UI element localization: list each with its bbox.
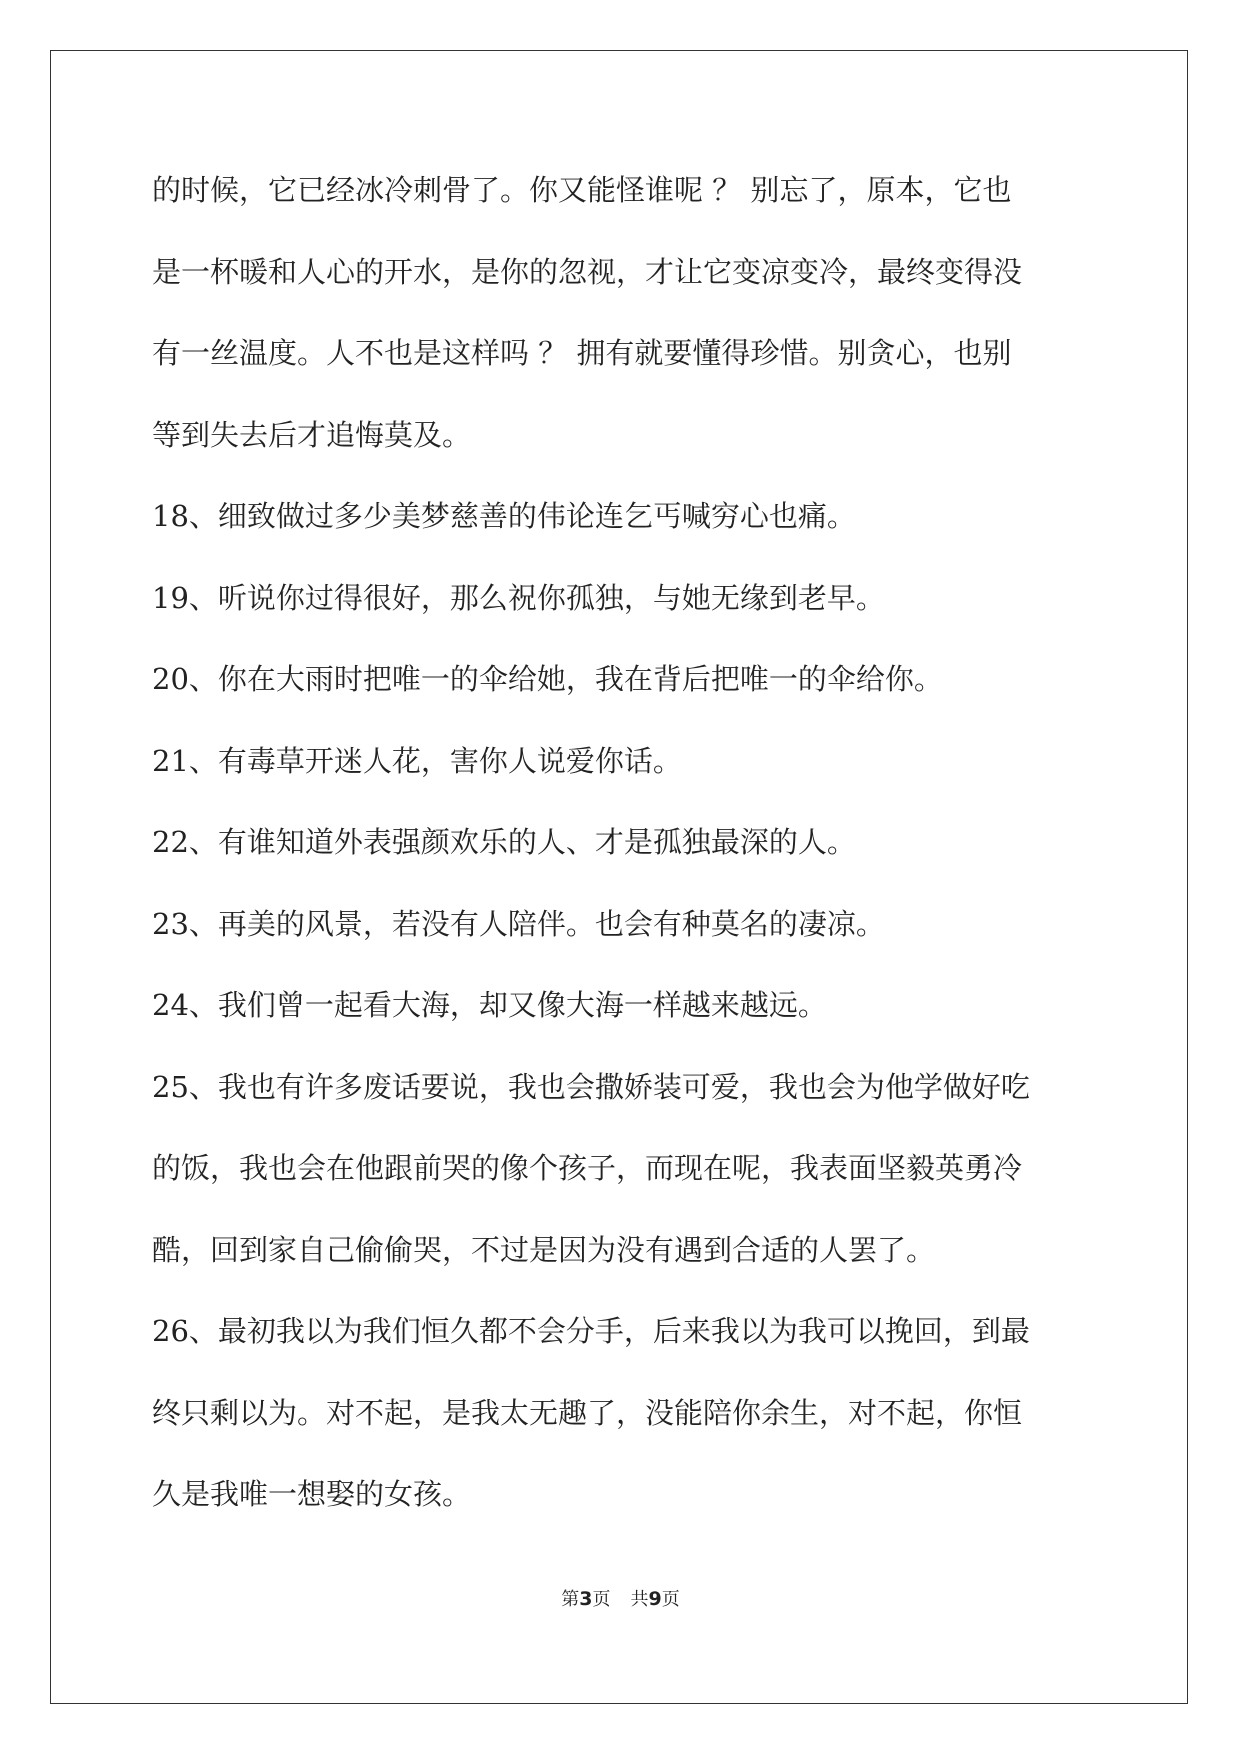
text-line: 久是我唯一想娶的女孩。 xyxy=(152,1477,472,1511)
text-line: 等到失去后才追悔莫及。 xyxy=(152,417,472,452)
list-item: 24、我们曾一起看大海，却又像大海一样越来越远。 xyxy=(152,988,827,1022)
total-suffix: 页 xyxy=(661,1589,680,1610)
list-item: 21、有毒草开迷人花，害你人说爱你话。 xyxy=(152,743,682,778)
text-line: 酷，回到家自己偷偷哭，不过是因为没有遇到合适的人罢了。 xyxy=(152,1232,936,1267)
text-line: 有一丝温度。人不也是这样吗 ？ 拥有就要懂得珍惜。别贪心，也别 xyxy=(152,336,1012,370)
page-footer xyxy=(0,1587,1241,1612)
document-body xyxy=(152,150,1092,1536)
total-page-count: 9 xyxy=(648,1588,662,1610)
text-line: 的时候，它已经冰冷刺骨了。你又能怪谁呢 ？ 别忘了，原本，它也 xyxy=(152,173,1012,207)
total-prefix: 共 xyxy=(630,1589,649,1610)
list-item: 20、你在大雨时把唯一的伞给她，我在背后把唯一的伞给你。 xyxy=(152,662,943,696)
page-prefix: 第 xyxy=(561,1589,580,1610)
page-suffix: 页 xyxy=(592,1589,611,1610)
text-line: 是一杯暖和人心的开水，是你的忽视，才让它变凉变冷，最终变得没 xyxy=(152,254,1023,289)
list-item: 22、有谁知道外表强颜欢乐的人、才是孤独最深的人。 xyxy=(152,825,856,859)
text-line: 终只剩以为。对不起，是我太无趣了，没能陪你余生，对不起，你恒 xyxy=(152,1395,1023,1430)
list-item: 25、我也有许多废话要说，我也会撒娇装可爱，我也会为他学做好吃 xyxy=(152,1069,1030,1104)
list-item: 18、细致做过多少美梦慈善的伟论连乞丐喊穷心也痛。 xyxy=(152,499,856,533)
text-line: 的饭，我也会在他跟前哭的像个孩子，而现在呢，我表面坚毅英勇冷 xyxy=(152,1151,1023,1185)
list-item: 23、再美的风景，若没有人陪伴。也会有种莫名的凄凉。 xyxy=(152,906,885,941)
current-page-number: 3 xyxy=(579,1588,593,1610)
list-item: 26、最初我以为我们恒久都不会分手，后来我以为我可以挽回，到最 xyxy=(152,1314,1030,1348)
list-item: 19、听说你过得很好，那么祝你孤独，与她无缘到老早。 xyxy=(152,580,885,615)
